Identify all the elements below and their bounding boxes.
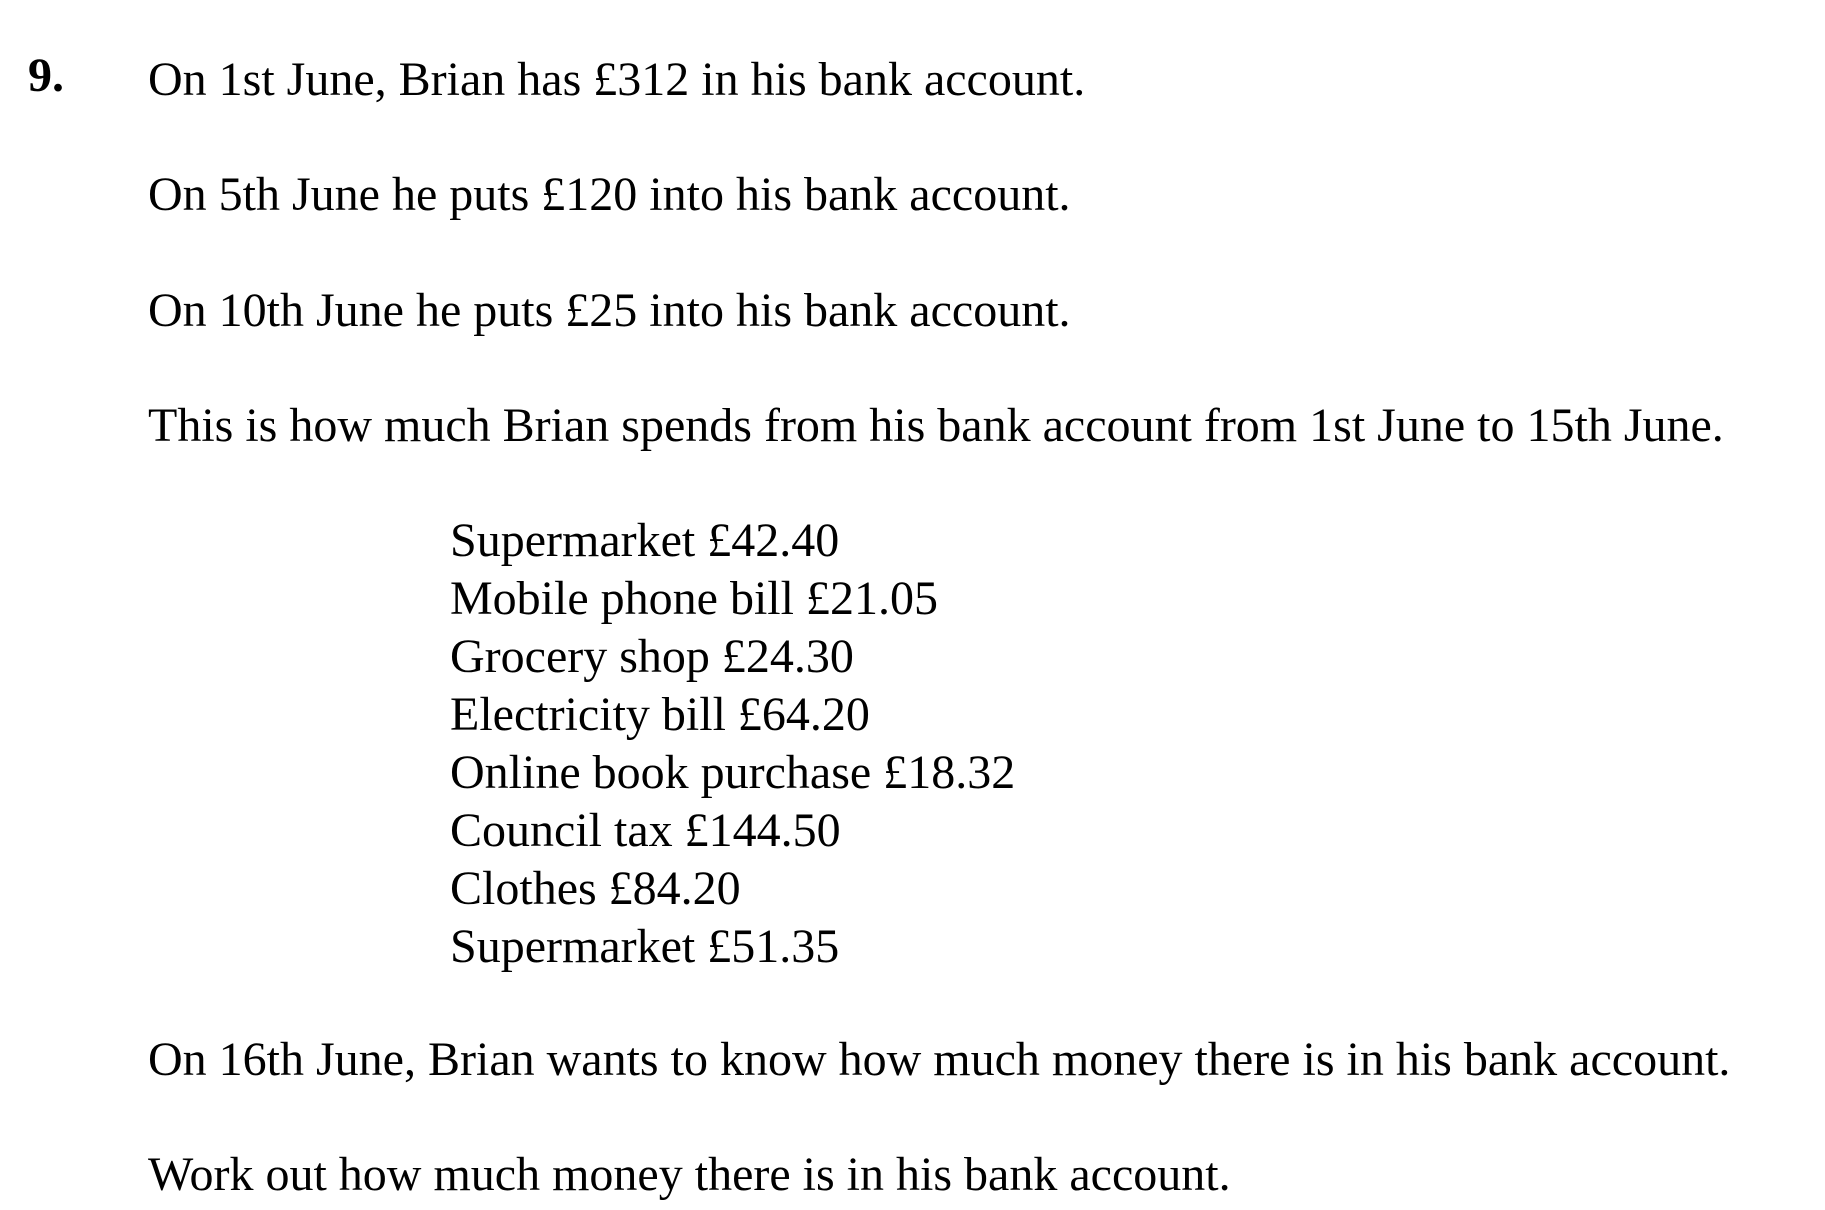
task-instruction: Work out how much money there is in his bank account. bbox=[148, 1148, 1231, 1201]
spending-item: Clothes £84.20 bbox=[450, 862, 741, 915]
statement-spending-intro: This is how much Brian spends from his bank account from 1st June to 15th June. bbox=[148, 399, 1724, 452]
spending-item: Grocery shop £24.30 bbox=[450, 630, 854, 683]
question-number: 9. bbox=[28, 49, 64, 102]
statement-deposit-10th: On 10th June he puts £25 into his bank account. bbox=[148, 284, 1071, 337]
spending-item: Mobile phone bill £21.05 bbox=[450, 572, 938, 625]
spending-item: Electricity bill £64.20 bbox=[450, 688, 870, 741]
statement-16th-june: On 16th June, Brian wants to know how much money there is in his bank account. bbox=[148, 1033, 1731, 1086]
spending-item: Council tax £144.50 bbox=[450, 804, 841, 857]
statement-deposit-5th: On 5th June he puts £120 into his bank account. bbox=[148, 168, 1071, 221]
spending-item: Supermarket £42.40 bbox=[450, 514, 840, 567]
spending-list bbox=[450, 512, 1015, 976]
spending-item: Online book purchase £18.32 bbox=[450, 746, 1016, 799]
spending-item: Supermarket £51.35 bbox=[450, 920, 840, 973]
statement-opening-balance: On 1st June, Brian has £312 in his bank account. bbox=[148, 53, 1086, 106]
